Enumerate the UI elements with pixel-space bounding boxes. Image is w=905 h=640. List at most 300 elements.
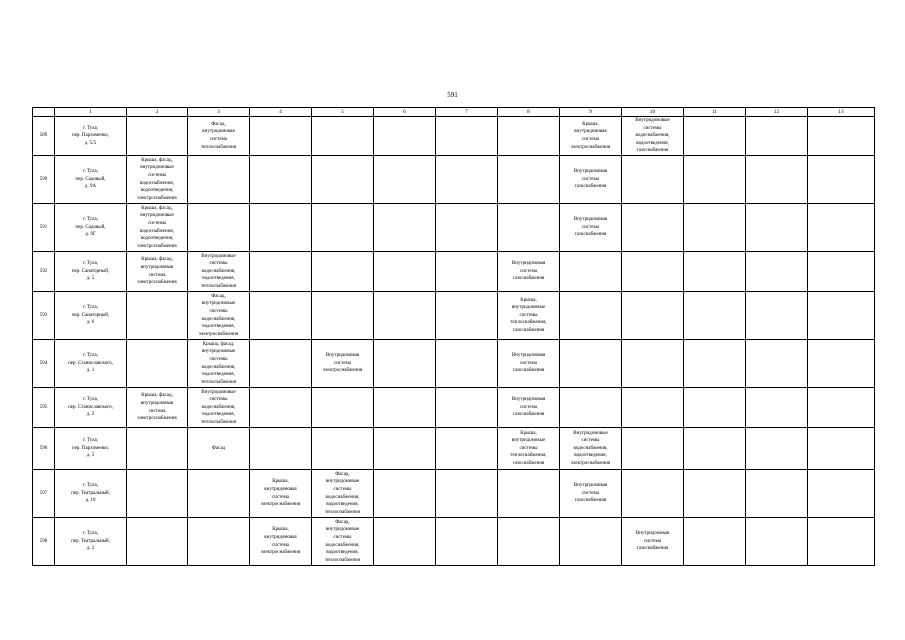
cell-line: электроснабжения [260,550,301,556]
work-cell-col-8 [498,156,560,204]
row-number: 597 [33,470,55,518]
work-cell-col-7 [436,252,498,292]
cell-line: Внутридомовые [573,430,608,436]
work-cell-col-11 [684,292,746,340]
address-cell [55,252,127,292]
work-cell-col-3 [188,292,250,340]
cell-line: г. Тула, [82,305,99,311]
cell-line: система [334,360,351,366]
cell-line: теплоснабжения, [510,320,547,326]
cell-line: системы [643,125,662,131]
work-cell-col-2 [127,428,188,470]
cell-line: системы [519,445,538,451]
cell-line: газоснабжения [512,368,545,374]
cell-line: Внутридомовая [511,261,546,267]
cell-line: Фасад, [335,471,350,477]
cell-line: система [520,268,537,274]
cell-line: г. Тула, [82,217,99,223]
work-cell-col-13 [808,518,875,566]
cell-line: водоснабжения, [201,404,236,410]
cell-line: пер. Садовый, [75,176,106,182]
work-cell-col-7 [436,518,498,566]
cell-line: Крыша, [272,527,289,533]
work-cell-col-13 [808,292,875,340]
cell-line: водоотведения, [636,140,669,146]
cell-line: внутридомовая [264,486,297,492]
cell-line: системы [209,356,228,362]
work-cell-col-12 [746,340,808,388]
work-cell-col-9 [560,340,622,388]
cell-line: внутридомовые [511,438,546,444]
work-cell-col-8 [498,388,560,428]
cell-line: Внутридомовые [201,389,236,395]
cell-line: д. 5 [86,276,95,282]
work-cell-col-11 [684,156,746,204]
table-row [33,388,875,428]
row-number: 594 [33,340,55,388]
work-cell-col-6 [374,340,436,388]
work-cell-col-13 [808,428,875,470]
work-cell-col-2 [127,292,188,340]
cell-line: внутридомовые [140,165,174,171]
cell-line: водоснабжения, [325,542,360,548]
cell-line: электроснабжения [198,331,239,337]
work-cell-col-8 [498,252,560,292]
address-cell [55,428,127,470]
cell-line: внутридомовая [574,129,607,135]
cell-line: пер. Станиславского, [68,360,113,366]
cell-line: г. Тула, [82,531,99,537]
work-cell-col-3 [188,340,250,388]
work-cell-col-7 [436,204,498,252]
cell-line: Крыша, фасад, [141,393,173,399]
cell-line: водоотведения, [326,550,359,556]
work-cell-col-10 [622,518,684,566]
table-row [33,340,875,388]
cell-line: г. Тула, [82,125,99,131]
work-cell-col-6 [374,388,436,428]
work-cell-col-10 [622,388,684,428]
work-cell-col-8 [498,470,560,518]
work-cell-col-3 [188,428,250,470]
work-cell-col-5 [312,470,374,518]
work-cell-col-13 [808,388,875,428]
work-cell-col-11 [684,470,746,518]
work-cell-col-6 [374,428,436,470]
work-cell-col-2 [127,252,188,292]
work-cell-col-4 [250,204,312,252]
work-cell-col-5 [312,388,374,428]
work-cell-col-7 [436,470,498,518]
work-cell-col-10 [622,292,684,340]
work-cell-col-7 [436,292,498,340]
row-number: 593 [33,292,55,340]
work-cell-col-9 [560,117,622,156]
row-number: 592 [33,252,55,292]
work-cell-col-11 [684,518,746,566]
cell-line: газоснабжения [512,412,545,418]
cell-line: Фасад, [211,293,226,299]
cell-line: Внутридомовая [635,531,670,537]
work-cell-col-4 [250,388,312,428]
work-cell-col-5 [312,117,374,156]
cell-line: системы [333,486,352,492]
work-cell-col-8 [498,292,560,340]
header-cell: 11 [684,108,746,117]
cell-line: пер. Садовый, [75,224,106,230]
cell-line: электроснабжения [570,144,611,150]
cell-line: пер. Пархоменко, [72,445,109,451]
work-cell-col-5 [312,428,374,470]
address-cell [55,117,127,156]
cell-line: д. 10 [85,498,96,504]
cell-line: пер. Санаторный, [71,312,110,318]
cell-line: внутридомовая [264,534,297,540]
cell-line: д. 5/5 [84,140,97,146]
work-cell-col-11 [684,340,746,388]
header-cell: 10 [622,108,684,117]
work-cell-col-4 [250,518,312,566]
cell-line: д. 9А [84,184,97,190]
work-cell-col-6 [374,156,436,204]
cell-line: водоснабжения, [140,180,174,186]
cell-line: газоснабжения [512,460,545,466]
work-cell-col-6 [374,470,436,518]
work-cell-col-6 [374,252,436,292]
work-cell-col-5 [312,252,374,292]
cell-line: д. 2 [86,546,95,552]
table-row [33,518,875,566]
cell-line: Крыша, фасад, [202,341,235,347]
work-cell-col-9 [560,518,622,566]
work-cell-col-4 [250,252,312,292]
work-cell-col-6 [374,204,436,252]
cell-line: система [582,224,599,230]
work-cell-col-10 [622,470,684,518]
cell-line: Внутридомовая [325,353,360,359]
work-cell-col-11 [684,204,746,252]
work-cell-col-4 [250,428,312,470]
cell-line: система [520,360,537,366]
cell-line: водоотведения, [140,236,174,242]
cell-line: водоотведения, [202,412,235,418]
cell-line: система [582,137,599,142]
header-cell: 2 [127,108,188,117]
cell-line: г. Тула, [82,353,99,359]
work-cell-col-10 [622,340,684,388]
work-cell-col-3 [188,470,250,518]
work-cell-col-2 [127,204,188,252]
cell-line: г. Тула, [82,397,99,403]
cell-line: теплоснабжения [325,509,360,515]
works-table [32,107,875,566]
cell-line: теплоснабжения [201,283,236,289]
cell-line: внутридомовые [201,349,236,355]
cell-line: водоотведения, [140,188,174,194]
cell-line: газоснабжения [574,184,607,190]
cell-line: электроснабжения [137,416,177,422]
address-cell [55,292,127,340]
row-number: 596 [33,428,55,470]
work-cell-col-8 [498,518,560,566]
cell-line: Внутридомовые [201,253,236,259]
work-cell-col-13 [808,204,875,252]
cell-line: газоснабжения [636,148,669,154]
cell-line: Крыша, фасад, [141,205,173,211]
row-number: 595 [33,388,55,428]
cell-line: внутридомовые [511,305,546,311]
work-cell-col-7 [436,340,498,388]
work-cell-col-8 [498,204,560,252]
header-cell: 7 [436,108,498,117]
work-cell-col-13 [808,156,875,204]
row-number: 590 [33,156,55,204]
cell-line: система [272,542,289,548]
work-cell-col-5 [312,292,374,340]
table-row [33,428,875,470]
header-cell: 3 [188,108,250,117]
work-cell-col-11 [684,388,746,428]
work-cell-col-5 [312,204,374,252]
work-cell-col-6 [374,117,436,156]
work-cell-col-9 [560,388,622,428]
cell-line: водоснабжения, [201,364,236,370]
cell-line: система [582,176,599,182]
header-cell: 1 [55,108,127,117]
cell-line: электроснабжения [137,195,177,201]
cell-line: системы [209,397,228,403]
work-cell-col-3 [188,252,250,292]
cell-line: водоотведения, [574,453,607,459]
work-cell-col-11 [684,252,746,292]
cell-line: внутридомовые [325,479,360,485]
cell-line: Внутридомовые [635,118,670,124]
cell-line: газоснабжения [574,232,607,238]
work-cell-col-12 [746,204,808,252]
cell-line: г. Тула, [82,438,99,444]
work-cell-col-4 [250,292,312,340]
cell-line: Крыша, фасад, [141,157,173,163]
cell-line: внутридомовые [140,213,174,219]
work-cell-col-12 [746,252,808,292]
work-cell-col-11 [684,117,746,156]
work-cell-col-9 [560,428,622,470]
address-cell [55,156,127,204]
work-cell-col-9 [560,156,622,204]
cell-line: д. 2 [86,412,95,418]
cell-line: система [272,494,289,500]
header-cell: 9 [560,108,622,117]
work-cell-col-3 [188,156,250,204]
cell-line: системы [147,172,167,178]
page-number: 591 [447,91,458,99]
cell-line: Фасад [211,445,226,451]
header-cell: 8 [498,108,560,117]
work-cell-col-10 [622,204,684,252]
cell-line: системы [209,308,228,314]
work-cell-col-7 [436,428,498,470]
row-number: 591 [33,204,55,252]
cell-line: газоснабжения [574,498,607,504]
cell-line: пер. Санаторный, [71,268,110,274]
cell-line: газоснабжения [512,327,545,333]
cell-line: электроснабжения [137,243,177,249]
cell-line: электроснабжения [260,502,301,508]
work-cell-col-2 [127,518,188,566]
cell-line: Крыша, фасад, [141,257,173,263]
cell-line: водоснабжения, [635,133,670,139]
cell-line: система [148,408,166,414]
work-cell-col-12 [746,117,808,156]
cell-line: Крыша, [520,297,537,303]
cell-line: д. 6 [86,320,95,326]
work-cell-col-3 [188,204,250,252]
table-row [33,117,875,156]
table-row [33,470,875,518]
work-cell-col-12 [746,428,808,470]
cell-line: системы [209,261,228,267]
cell-line: внутридомовые [325,527,360,533]
work-cell-col-12 [746,156,808,204]
cell-line: водоснабжения, [201,268,236,274]
work-cell-col-10 [622,117,684,156]
cell-line: водоотведения, [326,502,359,508]
cell-line: система [210,137,227,142]
header-cell: 4 [250,108,312,117]
work-cell-col-4 [250,117,312,156]
work-cell-col-5 [312,518,374,566]
cell-line: Внутридомовая [511,353,546,359]
row-number: 598 [33,518,55,566]
cell-line: водоснабжения, [140,228,174,234]
cell-line: Фасад, [335,519,350,525]
cell-line: теплоснабжения [201,144,236,150]
cell-line: система [520,404,537,410]
work-cell-col-3 [188,518,250,566]
cell-line: водоотведения, [202,324,235,330]
work-cell-col-3 [188,117,250,156]
cell-line: внутридомовая [140,400,174,406]
work-cell-col-13 [808,340,875,388]
cell-line: электроснабжения [570,460,611,466]
cell-line: электроснабжения [137,280,177,286]
cell-line: внутридомовые [201,301,236,307]
cell-line: г. Тула, [82,483,99,489]
work-cell-col-11 [684,428,746,470]
cell-line: теплоснабжения [201,419,236,425]
cell-line: теплоснабжения [201,379,236,385]
cell-line: система [148,272,166,278]
work-cell-col-2 [127,117,188,156]
work-cell-col-7 [436,388,498,428]
cell-line: внутридомовая [140,264,174,270]
cell-line: водоотведения, [202,276,235,282]
cell-line: внутридомовая [202,129,235,135]
cell-line: пер. Театральный, [71,538,110,544]
cell-line: системы [147,220,167,226]
cell-line: Внутридомовая [573,483,608,489]
header-cell: 13 [808,108,875,117]
cell-line: пер. Пархоменко, [72,133,109,139]
address-cell [55,518,127,566]
work-cell-col-6 [374,518,436,566]
header-cell: 5 [312,108,374,117]
cell-line: Внутридомовая [511,397,546,403]
work-cell-col-9 [560,470,622,518]
work-cell-col-10 [622,428,684,470]
cell-line: Крыша, [520,430,537,436]
cell-line: система [644,538,661,544]
work-cell-col-12 [746,518,808,566]
work-cell-col-10 [622,252,684,292]
address-cell [55,340,127,388]
work-cell-col-3 [188,388,250,428]
address-cell [55,470,127,518]
table-row [33,252,875,292]
cell-line: пер. Театральный, [71,490,110,496]
header-row [33,108,875,117]
work-cell-col-2 [127,340,188,388]
work-cell-col-12 [746,470,808,518]
work-cell-col-9 [560,252,622,292]
work-cell-col-5 [312,340,374,388]
cell-line: водоснабжения, [325,494,360,500]
cell-line: системы [581,438,600,444]
cell-line: водоснабжения, [201,316,236,322]
cell-line: Фасад, [211,121,226,127]
cell-line: газоснабжения [512,276,545,282]
work-cell-col-13 [808,252,875,292]
cell-line: Внутридомовая [573,169,608,175]
work-cell-col-9 [560,292,622,340]
cell-line: теплоснабжения, [510,453,547,459]
cell-line: водоотведения, [202,372,235,378]
cell-line: газоснабжения [636,546,669,552]
work-cell-col-13 [808,470,875,518]
cell-line: системы [519,312,538,318]
header-cell: 6 [374,108,436,117]
cell-line: г. Тула, [82,261,99,267]
cell-line: системы [333,534,352,540]
table-row [33,204,875,252]
work-cell-col-8 [498,117,560,156]
cell-line: д. 5 [86,453,95,459]
cell-line: д. 1 [86,368,95,374]
cell-line: водоснабжения, [573,445,608,451]
work-cell-col-4 [250,470,312,518]
cell-line: Крыша, [582,121,599,127]
work-cell-col-12 [746,292,808,340]
work-cell-col-7 [436,156,498,204]
header-cell: 12 [746,108,808,117]
cell-line: д. 9Г [85,232,96,238]
cell-line: пер. Станиславского, [68,404,113,410]
header-cell-blank [33,108,55,117]
work-cell-col-13 [808,117,875,156]
work-cell-col-5 [312,156,374,204]
work-cell-col-8 [498,340,560,388]
work-cell-col-4 [250,156,312,204]
work-cell-col-2 [127,156,188,204]
table-row [33,156,875,204]
work-cell-col-6 [374,292,436,340]
work-cell-col-2 [127,388,188,428]
address-cell [55,204,127,252]
work-cell-col-7 [436,117,498,156]
cell-line: теплоснабжения [325,557,360,563]
cell-line: Внутридомовая [573,217,608,223]
row-number: 589 [33,117,55,156]
